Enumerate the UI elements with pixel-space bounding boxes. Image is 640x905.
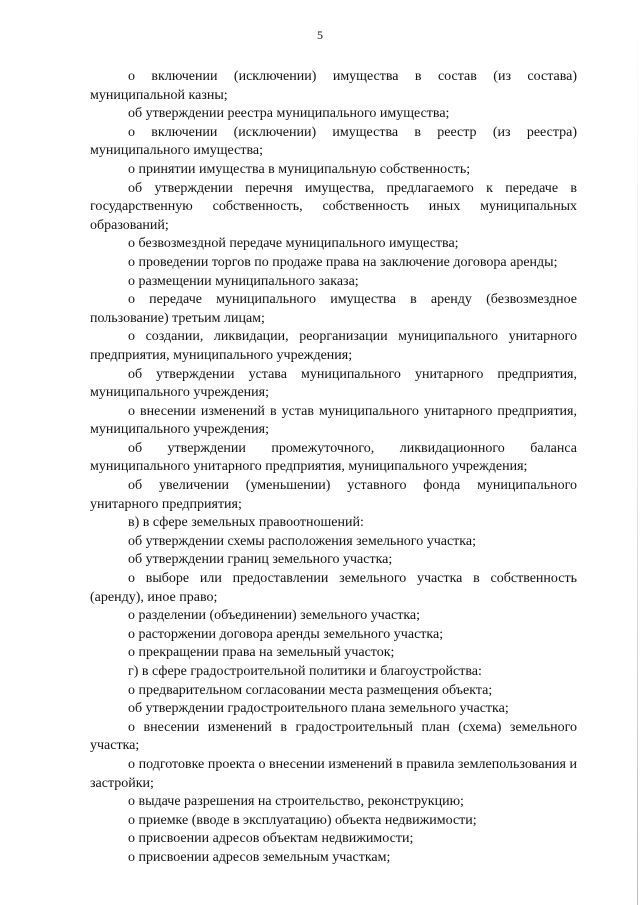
- list-item: об утверждении границ земельного участка;: [128, 552, 393, 568]
- list-item: о проведении торгов по продаже права на заключение договора аренды;: [128, 254, 558, 270]
- list-item: о предварительном согласовании места размещения объекта;: [128, 682, 493, 698]
- scan-edge: [637, 0, 638, 905]
- list-item: об утверждении промежуточного, ликвидационного баланса муниципального унитарного предприятия, муниципального учреждения;: [90, 440, 577, 475]
- list-item: о присвоении адресов объектам недвижимости;: [128, 831, 414, 847]
- list-item: о присвоении адресов земельным участкам;: [128, 849, 391, 865]
- list-item: о создании, ликвидации, реорганизации муниципального унитарного предприятия, муниципального учреждения;: [90, 329, 577, 363]
- list-item: о выдаче разрешения на строительство, реконструкцию;: [128, 794, 464, 810]
- list-item: о внесении изменений в градостроительный план (схема) земельного участка;: [90, 719, 577, 754]
- list-item: об утверждении градостроительного плана земельного участка;: [128, 701, 509, 717]
- list-item: о безвозмездной передаче муниципального имущества;: [128, 236, 459, 252]
- list-item: об утверждении устава муниципального унитарного предприятия, муниципального учреждения;: [90, 366, 577, 401]
- document-body: [90, 68, 577, 868]
- list-item: об утверждении схемы расположения земельного участка;: [128, 533, 476, 549]
- section-heading: в) в сфере земельных правоотношений:: [128, 515, 364, 531]
- list-item: о разделении (объединении) земельного участка;: [128, 608, 421, 624]
- list-item: о выборе или предоставлении земельного участка в собственность (аренду), иное право;: [90, 571, 577, 605]
- list-item: о передаче муниципального имущества в аренду (безвозмездное пользование) третьим лицам;: [90, 292, 577, 326]
- list-item: о приемке (вводе в эксплуатацию) объекта недвижимости;: [128, 812, 477, 828]
- list-item: о прекращении права на земельный участок;: [128, 645, 395, 661]
- list-item: об утверждении перечня имущества, предлагаемого к передаче в государственную собственность, собственность иных муниципальных образований;: [90, 180, 577, 233]
- list-item: об увеличении (уменьшении) уставного фонда муниципального унитарного предприятия;: [90, 478, 577, 512]
- list-item: о расторжении договора аренды земельного участка;: [128, 626, 444, 642]
- page-number: 5: [317, 28, 323, 42]
- list-item: о размещении муниципального заказа;: [128, 273, 359, 289]
- list-item: о внесении изменений в устав муниципального унитарного предприятия, муниципального учреждения;: [90, 403, 577, 438]
- list-item: о включении (исключении) имущества в состав (из состава) муниципальной казны;: [90, 69, 577, 103]
- section-heading: г) в сфере градостроительной политики и благоустройства:: [128, 664, 482, 679]
- list-item: о принятии имущества в муниципальную собственность;: [128, 161, 471, 177]
- list-item: об утверждении реестра муниципального имущества;: [128, 106, 450, 122]
- list-item: о включении (исключении) имущества в реестр (из реестра) муниципального имущества;: [90, 124, 577, 159]
- list-item: о подготовке проекта о внесении изменений в правила землепользования и застройки;: [90, 756, 577, 791]
